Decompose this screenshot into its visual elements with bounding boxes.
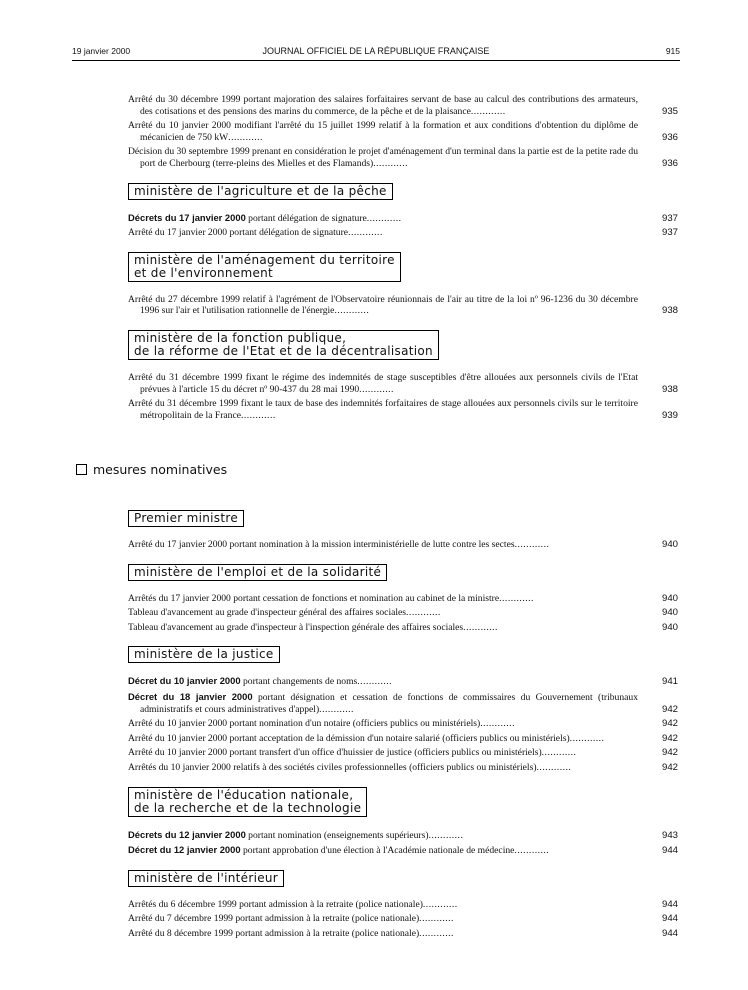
dot-leader: ............ <box>228 131 263 143</box>
entry-page-number: 940 <box>661 592 678 604</box>
toc-entry <box>128 94 678 117</box>
entry-text: Arrêté du 10 janvier 2000 portant nomination d'un notaire (officiers publics ou ministériels) <box>128 718 481 730</box>
dot-leader: ............ <box>334 305 370 317</box>
dot-leader: ............ <box>536 761 572 773</box>
section-title: mesures nominatives <box>93 462 228 477</box>
dot-leader: ............ <box>463 621 498 633</box>
entry-page-number: 944 <box>661 845 678 857</box>
toc-entry <box>128 212 678 225</box>
entry-text: Arrêtés du 10 janvier 2000 relatifs à des sociétés civiles professionnelles (officiers publics ou ministériels) <box>128 761 537 773</box>
dot-leader: ............ <box>319 703 354 715</box>
entry-page-number: 940 <box>661 539 678 550</box>
ministry-heading <box>128 870 284 887</box>
toc-entry <box>128 913 678 925</box>
entry-page-number: 938 <box>661 383 678 395</box>
dot-leader: ............ <box>419 927 454 939</box>
toc-entry <box>128 733 678 745</box>
ministry-heading <box>128 787 367 817</box>
dot-leader: ............ <box>366 212 402 224</box>
entry-page-number: 940 <box>661 621 678 633</box>
ministry-heading-line: ministère de l'emploi et de la solidarité <box>134 564 382 579</box>
entry-text: portant délégation de signature <box>245 212 367 224</box>
entry-text: Arrêtés du 17 janvier 2000 portant cessation de fonctions et nomination au cabinet de la ministre <box>128 592 500 604</box>
entry-text: Arrêté du 31 décembre 1999 fixant le régime des indemnités de stage susceptibles d'être allouées aux personnels civils de l'Etat prévues à l'article 15 du décret nº 90-437 du 28 mai 1990 <box>128 371 638 395</box>
header-date: 19 janvier 2000 <box>72 46 131 56</box>
dot-leader: ............ <box>480 718 515 730</box>
dot-leader: ............ <box>514 539 550 550</box>
ministry-heading <box>128 646 280 663</box>
ministry-heading-line: ministère de la fonction publique, <box>134 330 347 345</box>
entry-text: Arrêté du 17 janvier 2000 portant délégation de signature <box>128 227 349 239</box>
dot-leader: ............ <box>359 383 394 395</box>
dot-leader: ............ <box>373 157 408 169</box>
entry-page-number: 941 <box>661 676 678 688</box>
entry-page-number: 943 <box>661 829 678 841</box>
entry-text: Tableau d'avancement au grade d'inspecteur à l'inspection générale des affaires sociales <box>128 621 464 633</box>
content-upper <box>128 94 678 424</box>
toc-entry <box>128 718 678 730</box>
entry-text: Décision du 30 septembre 1999 prenant en considération le projet d'aménagement d'un terminal dans la partie est de la petite rade du port de Cherbourg (terre-pleins des Mielles et des Flamands) <box>128 146 638 169</box>
entry-text: Arrêté du 17 janvier 2000 portant nomination à la mission interministérielle de lutte contre les sectes <box>128 539 515 550</box>
entry-text: Arrêtés du 6 décembre 1999 portant admission à la retraite (police nationale) <box>128 898 423 910</box>
entry-page-number: 940 <box>661 607 678 619</box>
entry-page-number: 936 <box>661 157 678 169</box>
toc-entry <box>128 675 678 688</box>
entry-bold-title: Décrets du 17 janvier 2000 <box>128 211 246 223</box>
toc-entry <box>128 762 678 774</box>
page-header <box>72 46 680 60</box>
toc-entry <box>128 146 678 169</box>
entry-page-number: 936 <box>661 131 678 143</box>
entry-text: Arrêté du 8 décembre 1999 portant admission à la retraite (police nationale) <box>128 927 420 939</box>
entry-text: Arrêté du 27 décembre 1999 relatif à l'agrément de l'Observatoire réunionnais de l'air au titre de la loi nº 96-1236 du 30 décembre 1996 sur l'air et l'utilisation rationnelle de l'énergie <box>128 293 638 317</box>
toc-entry <box>128 928 678 940</box>
toc-entry <box>128 120 678 143</box>
checkbox-square-icon <box>76 464 87 475</box>
entry-page-number: 944 <box>661 913 678 925</box>
ministry-heading-line: ministère de l'agriculture et de la pêche <box>134 183 387 198</box>
dot-leader: ............ <box>541 747 577 759</box>
toc-entry <box>128 747 678 759</box>
ministry-heading-line: ministère de l'aménagement du territoire <box>134 252 395 267</box>
entry-page-number: 942 <box>661 732 678 744</box>
entry-text: portant approbation d'une élection à l'Académie nationale de médecine <box>240 845 515 857</box>
entry-text: Arrêté du 7 décembre 1999 portant admission à la retraite (police nationale) <box>128 913 420 925</box>
entry-page-number: 942 <box>661 747 678 759</box>
ministry-heading-line: de la recherche et de la technologie <box>134 800 362 815</box>
toc-entry <box>128 372 678 395</box>
dot-leader: ............ <box>422 898 458 910</box>
dot-leader: ............ <box>499 592 534 604</box>
ministry-heading <box>128 564 387 581</box>
entry-text: Arrêté du 10 janvier 2000 portant transfert d'un office d'huissier de justice (officiers publics ou ministériels) <box>128 747 542 759</box>
entry-page-number: 944 <box>661 927 678 939</box>
entry-page-number: 938 <box>661 305 678 317</box>
entry-page-number: 944 <box>661 898 678 910</box>
content-lower <box>128 500 678 943</box>
entry-bold-title: Décrets du 12 janvier 2000 <box>128 828 246 840</box>
ministry-heading <box>128 330 439 360</box>
dot-leader: ............ <box>406 607 441 619</box>
ministry-heading <box>128 183 393 200</box>
dot-leader: ............ <box>357 676 393 688</box>
ministry-heading <box>128 252 401 282</box>
section-heading <box>76 462 227 477</box>
ministry-heading-line: de la réforme de l'Etat et de la décentralisation <box>134 343 433 358</box>
toc-entry <box>128 294 678 317</box>
entry-page-number: 937 <box>661 212 678 224</box>
dot-leader: ............ <box>569 732 605 744</box>
ministry-heading <box>128 510 244 527</box>
entry-page-number: 942 <box>661 718 678 730</box>
toc-entry <box>128 593 678 605</box>
entry-page-number: 939 <box>661 409 678 421</box>
toc-entry <box>128 622 678 634</box>
dot-leader: ............ <box>348 227 383 239</box>
toc-entry <box>128 539 678 551</box>
entry-page-number: 937 <box>661 227 678 239</box>
ministry-heading-line: ministère de l'éducation nationale, <box>134 787 354 802</box>
entry-text: portant nomination (enseignements supérieurs) <box>245 829 429 841</box>
dot-leader: ............ <box>514 845 550 857</box>
entry-text: Tableau d'avancement au grade d'inspecteur général des affaires sociales <box>128 607 407 619</box>
entry-page-number: 935 <box>661 105 678 117</box>
entry-bold-title: Décret du 12 janvier 2000 <box>128 844 241 856</box>
ministry-heading-line: ministère de l'intérieur <box>134 870 279 885</box>
toc-entry <box>128 227 678 239</box>
header-page-number: 915 <box>665 46 680 56</box>
dot-leader: ............ <box>240 409 276 421</box>
entry-text: portant désignation et cessation de fonctions de commissaires du Gouvernement (tribunaux administratifs et cours administratives d'appel) <box>140 691 638 715</box>
ministry-heading-line: Premier ministre <box>134 511 239 525</box>
toc-entry <box>128 607 678 619</box>
entry-bold-title: Décret du 18 janvier 2000 <box>128 690 253 702</box>
entry-page-number: 942 <box>661 761 678 773</box>
header-title: JOURNAL OFFICIEL DE LA RÉPUBLIQUE FRANÇAISE <box>262 46 490 56</box>
ministry-heading-line: et de l'environnement <box>134 265 274 280</box>
entry-text: portant changements de noms <box>240 676 358 688</box>
toc-entry <box>128 829 678 842</box>
toc-entry <box>128 844 678 857</box>
entry-text: Arrêté du 10 janvier 2000 portant acceptation de la démission d'un notaire salarié (officiers publics ou ministériels) <box>128 732 570 744</box>
dot-leader: ............ <box>470 105 506 117</box>
ministry-heading-line: ministère de la justice <box>134 647 274 662</box>
entry-bold-title: Décret du 10 janvier 2000 <box>128 675 241 687</box>
entry-text: Arrêté du 30 décembre 1999 portant majoration des salaires forfaitaires servant de base au calcul des contributions des armateurs, des cotisations et des pensions des marins du commerce, de la pêche et de la plaisance <box>128 94 638 117</box>
header-rule <box>72 60 680 61</box>
entry-text: Arrêté du 10 janvier 2000 modifiant l'arrêté du 15 juillet 1999 relatif à la formation et aux conditions d'obtention du diplôme de mécanicien de 750 kW <box>128 120 638 143</box>
toc-entry <box>128 691 678 715</box>
toc-entry <box>128 398 678 421</box>
entry-page-number: 942 <box>661 703 678 715</box>
entry-text: Arrêté du 31 décembre 1999 fixant le taux de base des indemnités forfaitaires de stage allouées aux personnels civils sur le territoire métropolitain de la France <box>128 398 638 421</box>
dot-leader: ............ <box>428 829 464 841</box>
dot-leader: ............ <box>419 913 454 925</box>
toc-entry <box>128 899 678 911</box>
